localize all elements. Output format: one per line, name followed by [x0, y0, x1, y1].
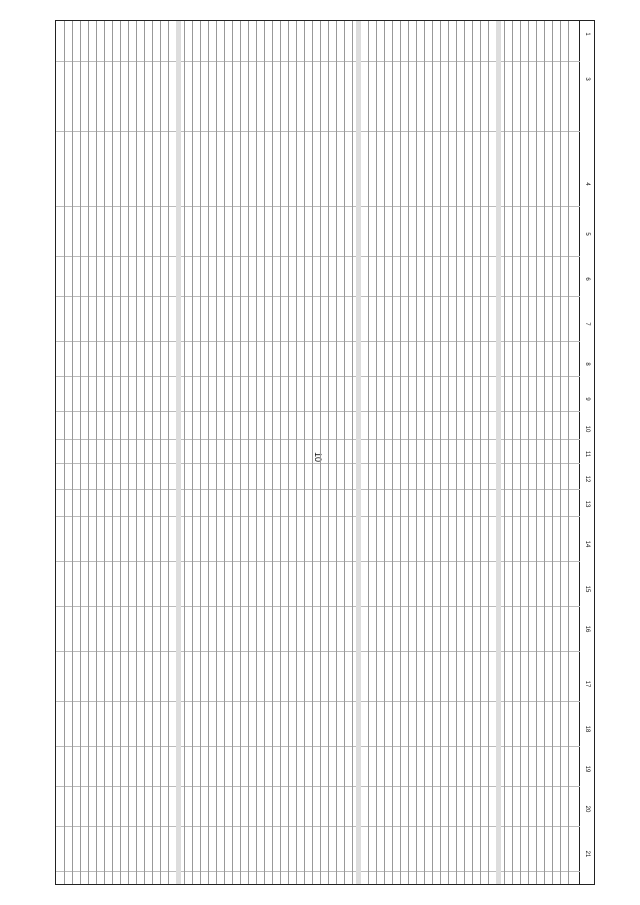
- row-rule: [184, 21, 185, 884]
- column-rule: [56, 561, 580, 562]
- row-rule: [320, 21, 321, 884]
- column-rule: [56, 296, 580, 297]
- row-rule: [288, 21, 289, 884]
- row-rule: [208, 21, 209, 884]
- row-rule: [560, 21, 561, 884]
- column-rule: [56, 376, 580, 377]
- row-rule: [488, 21, 489, 884]
- row-rule: [160, 21, 161, 884]
- row-rule: [336, 21, 337, 884]
- section-row: [356, 21, 361, 884]
- row-rule: [168, 21, 169, 884]
- column-rule: [56, 826, 580, 827]
- row-rule: [144, 21, 145, 884]
- column-number: 7: [584, 322, 590, 326]
- register-table: [55, 20, 595, 885]
- row-rule: [544, 21, 545, 884]
- row-rule: [400, 21, 401, 884]
- row-rule: [192, 21, 193, 884]
- column-number: 18: [584, 725, 590, 733]
- row-rule: [136, 21, 137, 884]
- row-rule: [536, 21, 537, 884]
- column-number-row: [579, 21, 594, 884]
- row-rule: [120, 21, 121, 884]
- row-rule: [440, 21, 441, 884]
- column-number: 1: [584, 32, 590, 36]
- row-rule: [96, 21, 97, 884]
- column-number: 11: [584, 450, 590, 458]
- row-rule: [552, 21, 553, 884]
- row-rule: [448, 21, 449, 884]
- column-number: 21: [584, 850, 590, 858]
- column-rule: [56, 516, 580, 517]
- row-rule: [352, 21, 353, 884]
- column-rule: [56, 786, 580, 787]
- column-number: 12: [584, 475, 590, 483]
- row-rule: [248, 21, 249, 884]
- row-rule: [240, 21, 241, 884]
- column-number: 17: [584, 680, 590, 688]
- column-rule: [56, 651, 580, 652]
- column-rule: [56, 463, 580, 464]
- column-number: 20: [584, 805, 590, 813]
- row-rule: [480, 21, 481, 884]
- column-rule: [56, 439, 580, 440]
- row-rule: [472, 21, 473, 884]
- column-rule: [56, 206, 580, 207]
- row-rule: [504, 21, 505, 884]
- column-number: 6: [584, 277, 590, 281]
- row-rule: [464, 21, 465, 884]
- section-row: [496, 21, 501, 884]
- column-number: 19: [584, 765, 590, 773]
- row-rule: [112, 21, 113, 884]
- column-rule: [56, 701, 580, 702]
- column-rule: [56, 131, 580, 132]
- row-rule: [88, 21, 89, 884]
- column-rule: [56, 871, 580, 872]
- column-number: 3: [584, 77, 590, 81]
- row-rule: [432, 21, 433, 884]
- row-rule: [232, 21, 233, 884]
- column-rule: [56, 746, 580, 747]
- row-rule: [408, 21, 409, 884]
- row-rule: [384, 21, 385, 884]
- column-rule: [56, 606, 580, 607]
- row-rule: [256, 21, 257, 884]
- row-rule: [368, 21, 369, 884]
- row-rule: [520, 21, 521, 884]
- column-rule: [56, 256, 580, 257]
- row-rule: [280, 21, 281, 884]
- row-rule: [344, 21, 345, 884]
- row-rule: [128, 21, 129, 884]
- row-rule: [64, 21, 65, 884]
- column-number: 4: [584, 182, 590, 186]
- row-rule: [424, 21, 425, 884]
- row-rule: [528, 21, 529, 884]
- row-rule: [224, 21, 225, 884]
- column-rule: [56, 411, 580, 412]
- column-rule: [56, 341, 580, 342]
- row-rule: [216, 21, 217, 884]
- row-rule: [512, 21, 513, 884]
- column-number: 16: [584, 625, 590, 633]
- row-rule: [80, 21, 81, 884]
- column-number: 14: [584, 540, 590, 548]
- row-rule: [456, 21, 457, 884]
- row-rule: [272, 21, 273, 884]
- row-rule: [72, 21, 73, 884]
- column-number: 15: [584, 585, 590, 593]
- page-number: 10: [313, 451, 324, 463]
- row-rule: [304, 21, 305, 884]
- row-rule: [392, 21, 393, 884]
- column-number: 8: [584, 362, 590, 366]
- column-number: 13: [584, 500, 590, 508]
- row-rule: [312, 21, 313, 884]
- section-row: [176, 21, 181, 884]
- row-rule: [568, 21, 569, 884]
- row-rule: [152, 21, 153, 884]
- row-rule: [200, 21, 201, 884]
- row-rule: [264, 21, 265, 884]
- column-number: 5: [584, 232, 590, 236]
- row-rule: [328, 21, 329, 884]
- column-number: 10: [584, 425, 590, 433]
- column-rule: [56, 61, 580, 62]
- column-rule: [56, 489, 580, 490]
- column-number: 9: [584, 397, 590, 401]
- row-rule: [376, 21, 377, 884]
- row-rule: [296, 21, 297, 884]
- row-rule: [104, 21, 105, 884]
- row-rule: [416, 21, 417, 884]
